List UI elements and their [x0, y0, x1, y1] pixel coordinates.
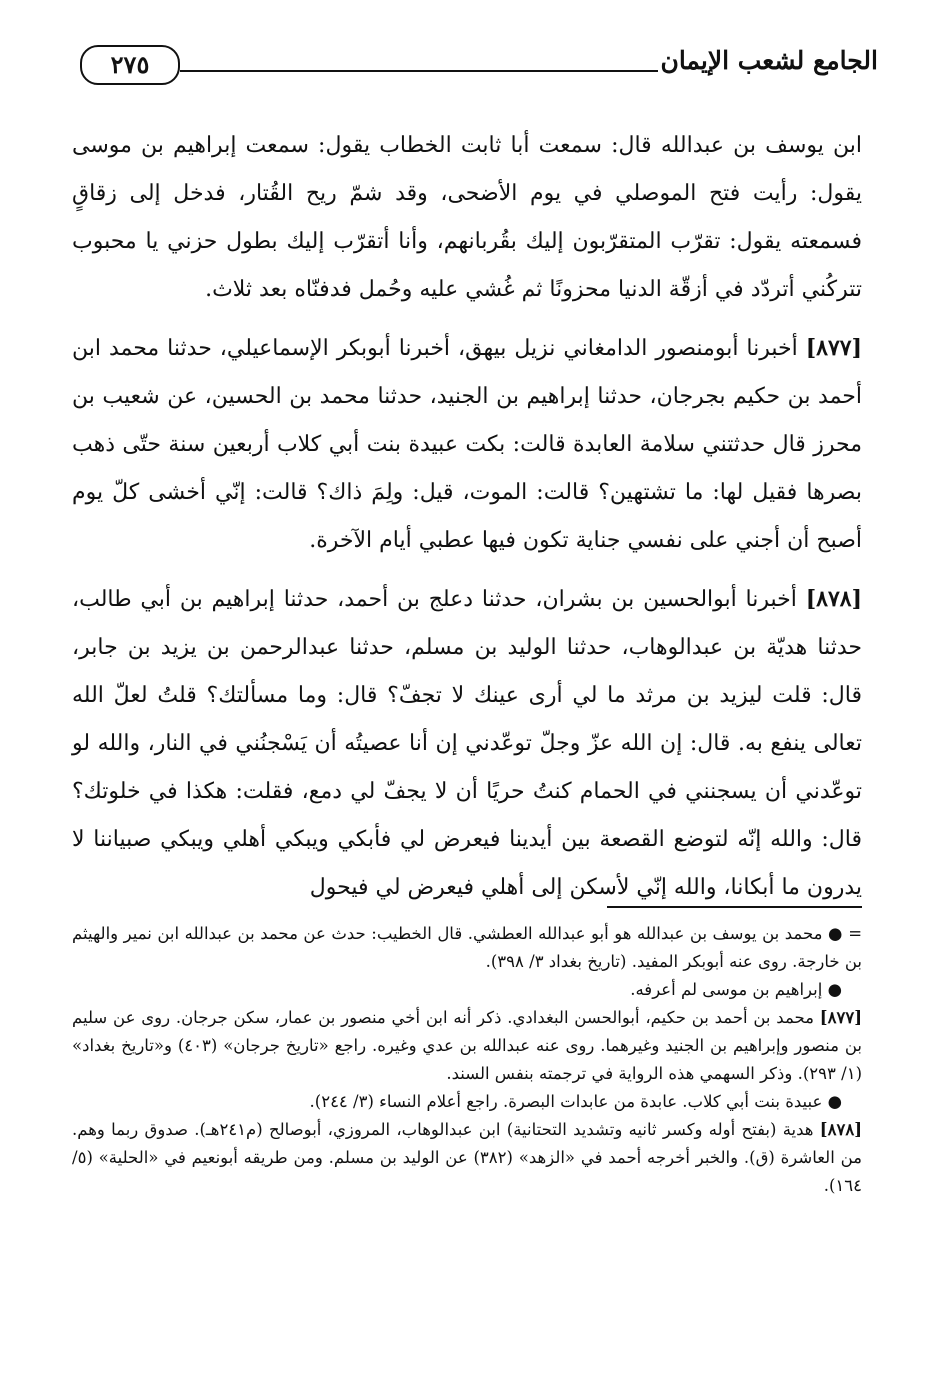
bullet-icon: ● [827, 980, 842, 999]
footnote-text: محمد بن أحمد بن حكيم، أبوالحسن البغدادي. ذكر أنه ابن أخي منصور بن عمار، سكن جرجان. روى عن سليم بن منصور وإبراهيم بن الجنيد وغيرهما. روى عنه عبدالله بن عدي وغيره. راجع «تاريخ جرجان» (٤٠٣) و«تاريخ بغداد» (١/ ٢٩٣). وذكر السهمي هذه الرواية في ترجمته بنفس السند. [72, 1008, 863, 1083]
footnote-text: إبراهيم بن موسى لم أعرفه. [630, 980, 823, 999]
footnote-877 [72, 1004, 862, 1088]
footnote-number: [٨٧٨] [819, 1120, 862, 1139]
footnote-text: محمد بن يوسف بن عبدالله هو أبو عبدالله العطشي. قال الخطيب: حدث عن محمد بن عبدالله ابن نمير والهيثم بن خارجة. روى عنه أبوبكر المفيد. (تاريخ بغداد ٣/ ٣٩٨). [72, 924, 862, 971]
paragraph-text: ابن يوسف بن عبدالله قال: سمعت أبا ثابت الخطاب يقول: سمعت إبراهيم بن موسى يقول: رأيت فتح الموصلي في يوم الأضحى، وقد شمّ ريح القُتار، فدخل إلى زقاقٍ فسمعته يقول: تقرّب المتقرّبون إليك بقُربانهم، وأنا أتقرّب إليك بطول حزني يا محبوب تتركُني أتردّد في أزقّة الدنيا محزونًا ثم غُشي عليه وحُمل فدفنّاه بعد ثلاث. [72, 133, 862, 302]
footnote-rule [607, 906, 862, 908]
continuation-mark: = [848, 924, 863, 943]
hadith-number: [٨٧٨] [805, 586, 862, 612]
paragraph-877 [72, 324, 862, 565]
paragraph-text: أخبرنا أبومنصور الدامغاني نزيل بيهق، أخبرنا أبوبكر الإسماعيلي، حدثنا محمد ابن أحمد بن حكيم بجرجان، حدثنا إبراهيم بن الجنيد، حدثنا محمد بن الحسين، عن شعيب بن محرز قال حدثتني سلامة العابدة قالت: بكت عبيدة بنت أبي كلاب أربعين سنة حتّى ذهب بصرها فقيل لها: ما تشتهين؟ قالت: الموت، قيل: ولِمَ ذاك؟ قالت: إنّي أخشى كلّ يوم أصبح أن أجني على نفسي جناية تكون فيها عطبي أيام الآخرة. [72, 336, 862, 553]
paragraph-878 [72, 575, 862, 912]
paragraph-continued [72, 122, 862, 314]
page-header [80, 40, 878, 100]
bullet-icon: ● [827, 924, 843, 943]
footnote-text: هدية (بفتح أوله وكسر ثانيه وتشديد التحتانية) ابن عبدالوهاب، المروزي، أبوصالح (م٢٤١هـ). صدوق ربما وهم. من العاشرة (ق). والخبر أخرجه أحمد في «الزهد» (٣٨٢) عن الوليد بن مسلم. ومن طريقه أبونعيم في «الحلية» (٥/ ١٦٤). [72, 1120, 862, 1195]
footnotes [72, 920, 862, 1200]
page-number: ٢٧٥ [80, 45, 180, 85]
footnote-item [72, 976, 862, 1004]
bullet-icon: ● [827, 1092, 842, 1111]
hadith-number: [٨٧٧] [805, 335, 862, 361]
footnote-item [72, 920, 862, 976]
book-title: الجامع لشعب الإيمان [660, 46, 878, 75]
footnote-item [72, 1088, 862, 1116]
footnote-number: [٨٧٧] [819, 1008, 862, 1027]
header-rule [180, 70, 658, 72]
main-text [72, 122, 862, 912]
footnote-text: عبيدة بنت أبي كلاب. عابدة من عابدات البصرة. راجع أعلام النساء (٣/ ٢٤٤). [309, 1092, 823, 1111]
paragraph-text: أخبرنا أبوالحسين بن بشران، حدثنا دعلج بن أحمد، حدثنا إبراهيم بن أبي طالب، حدثنا هديّة بن عبدالوهاب، حدثنا الوليد بن مسلم، حدثنا عبدالرحمن بن يزيد بن جابر، قال: قلت ليزيد بن مرثد ما لي أرى عينك لا تجفّ؟ قال: وما مسألتك؟ قلتُ لعلّ الله تعالى ينفع به. قال: إن الله عزّ وجلّ توعّدني إن أنا عصيتُه أن يَسْجنُني في النار، والله لو توعّدني أن يسجنني في الحمام كنتُ حريًا أن لا يجفّ لي دمع، فقلت: هكذا في خلوتك؟ قال: والله إنّه لتوضع القصعة بين أيدينا فيعرض لي فأبكي ويبكي أهلي ويبكي صبياننا لا يدرون ما أبكانا، والله إنّي لأسكن إلى أهلي فيعرض لي فيحول [72, 587, 862, 900]
footnote-878 [72, 1116, 862, 1200]
